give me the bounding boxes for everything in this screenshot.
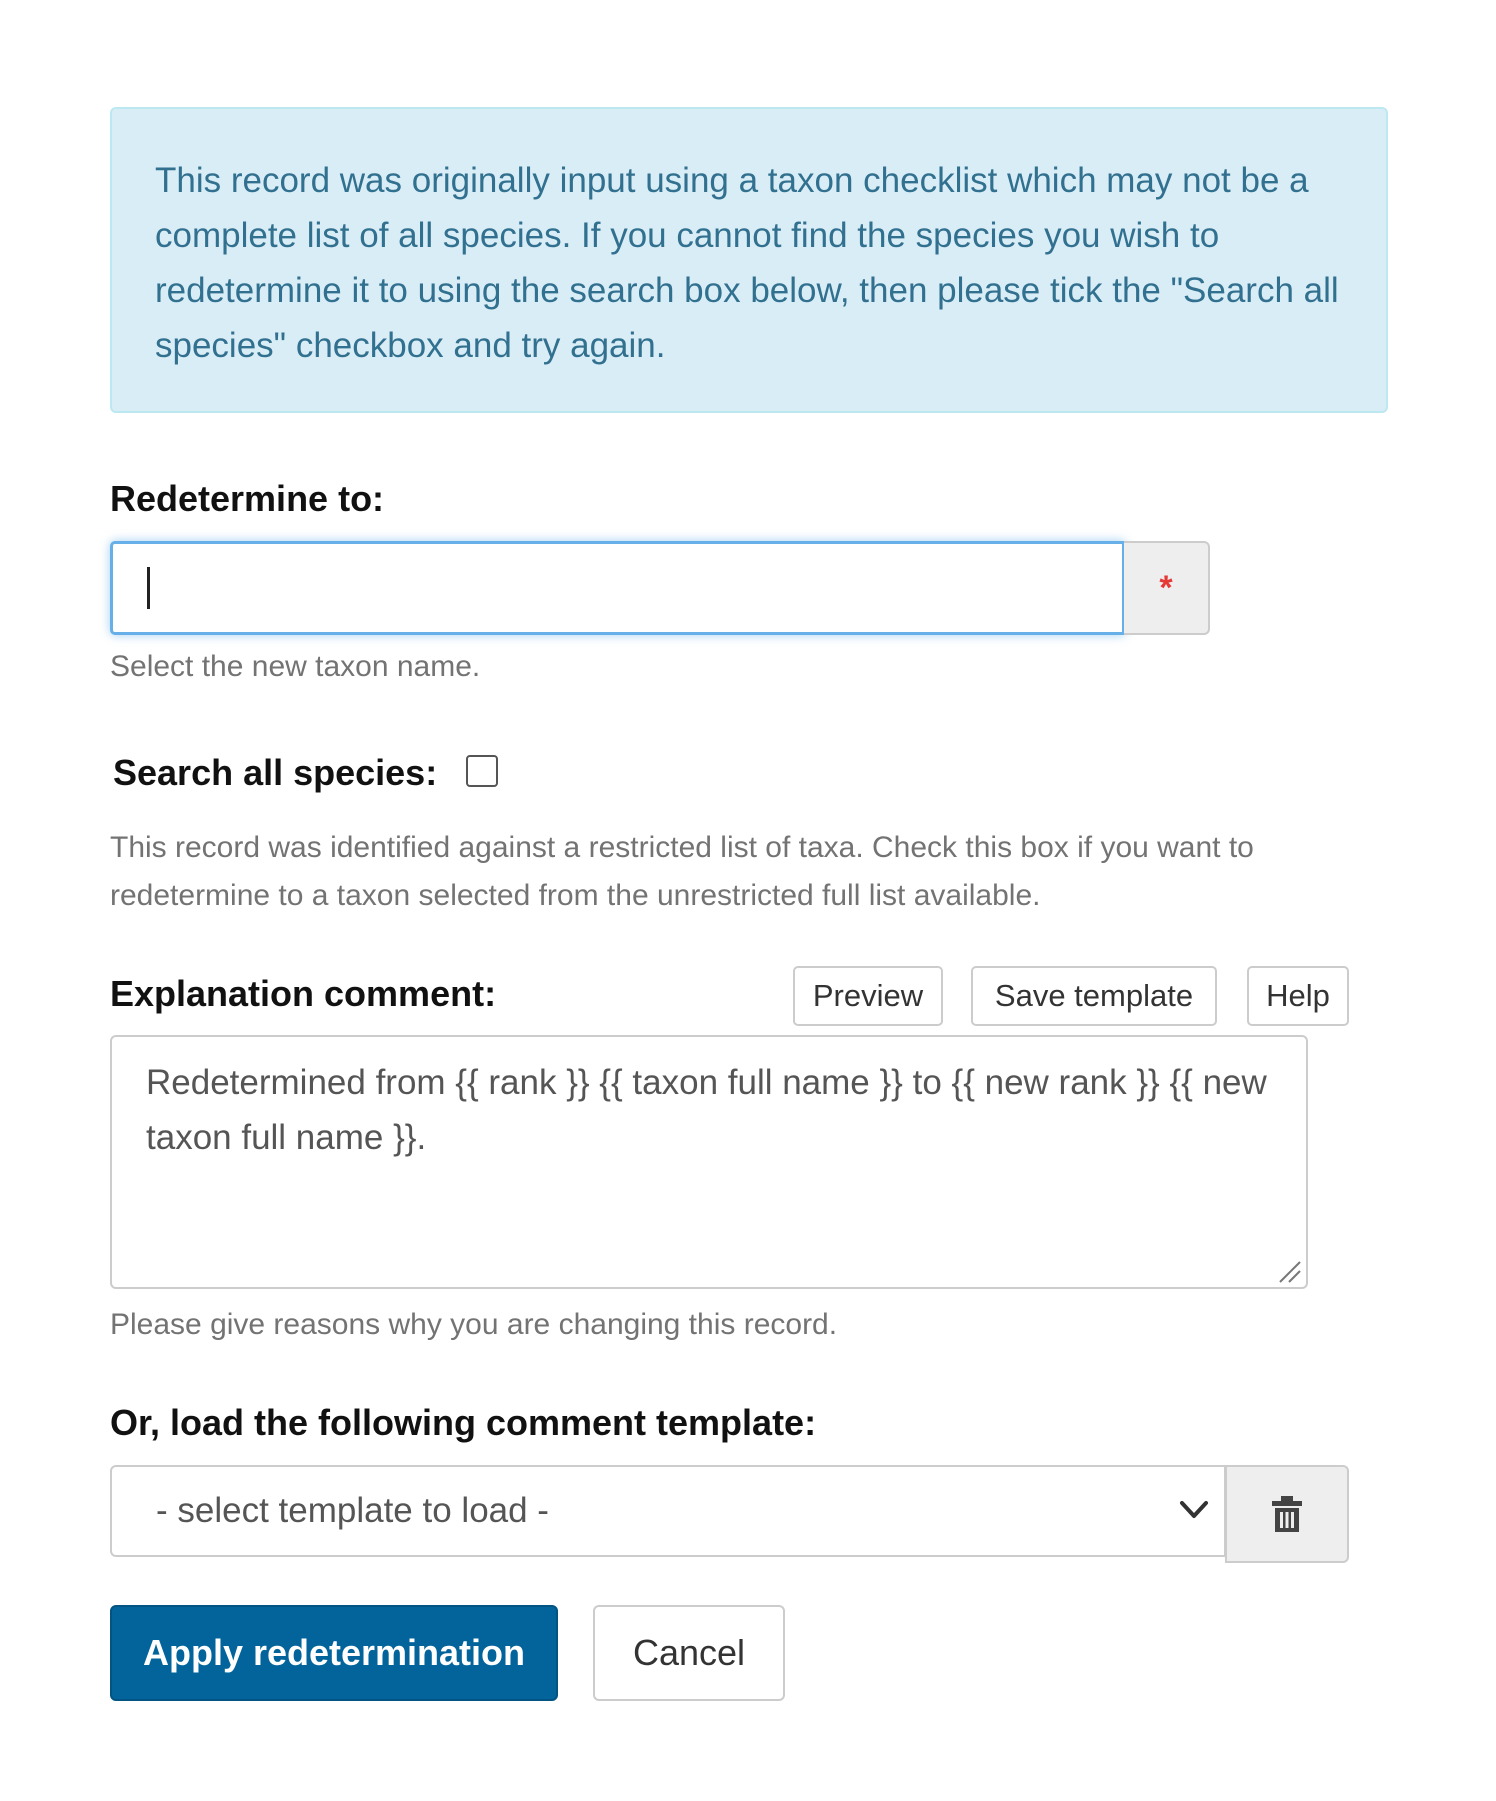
preview-button[interactable]: Preview (793, 966, 943, 1026)
save-template-button[interactable]: Save template (971, 966, 1217, 1026)
explanation-comment-label: Explanation comment: (110, 973, 497, 1014)
comment-template-label: Or, load the following comment template: (110, 1402, 817, 1443)
info-alert (110, 107, 1388, 413)
cancel-button[interactable]: Cancel (593, 1605, 785, 1701)
apply-redetermination-button[interactable]: Apply redetermination (110, 1605, 558, 1701)
redetermine-help-text: Select the new taxon name. (110, 650, 481, 683)
explanation-comment-help-text: Please give reasons why you are changing this record. (110, 1308, 838, 1341)
redetermine-label: Redetermine to: (110, 478, 385, 519)
taxon-search-input[interactable] (110, 541, 1125, 635)
comment-template-select[interactable] (110, 1465, 1226, 1557)
info-alert-text: This record was originally input using a taxon checklist which may not be a complete list of all species. If you cannot find the species you wish to redetermine it to using the search box below, then please tick the "Search all species" checkbox and try again. (155, 161, 1339, 365)
resize-grip-icon[interactable] (1276, 1258, 1302, 1284)
comment-template-selected-value: - select template to load - (156, 1491, 549, 1530)
text-caret (147, 567, 150, 609)
chevron-down-icon (1176, 1492, 1212, 1528)
required-marker: * (1124, 541, 1210, 635)
delete-template-button[interactable] (1225, 1465, 1349, 1563)
explanation-comment-textarea[interactable] (110, 1035, 1308, 1289)
trash-icon (1270, 1495, 1304, 1533)
search-all-species-checkbox[interactable] (466, 755, 498, 787)
search-all-species-label: Search all species: (113, 752, 438, 793)
help-button[interactable]: Help (1247, 966, 1349, 1026)
search-all-species-help-text: This record was identified against a restricted list of taxa. Check this box if you want to redetermine to a taxon selected from the unrestricted full list available. (110, 831, 1254, 912)
